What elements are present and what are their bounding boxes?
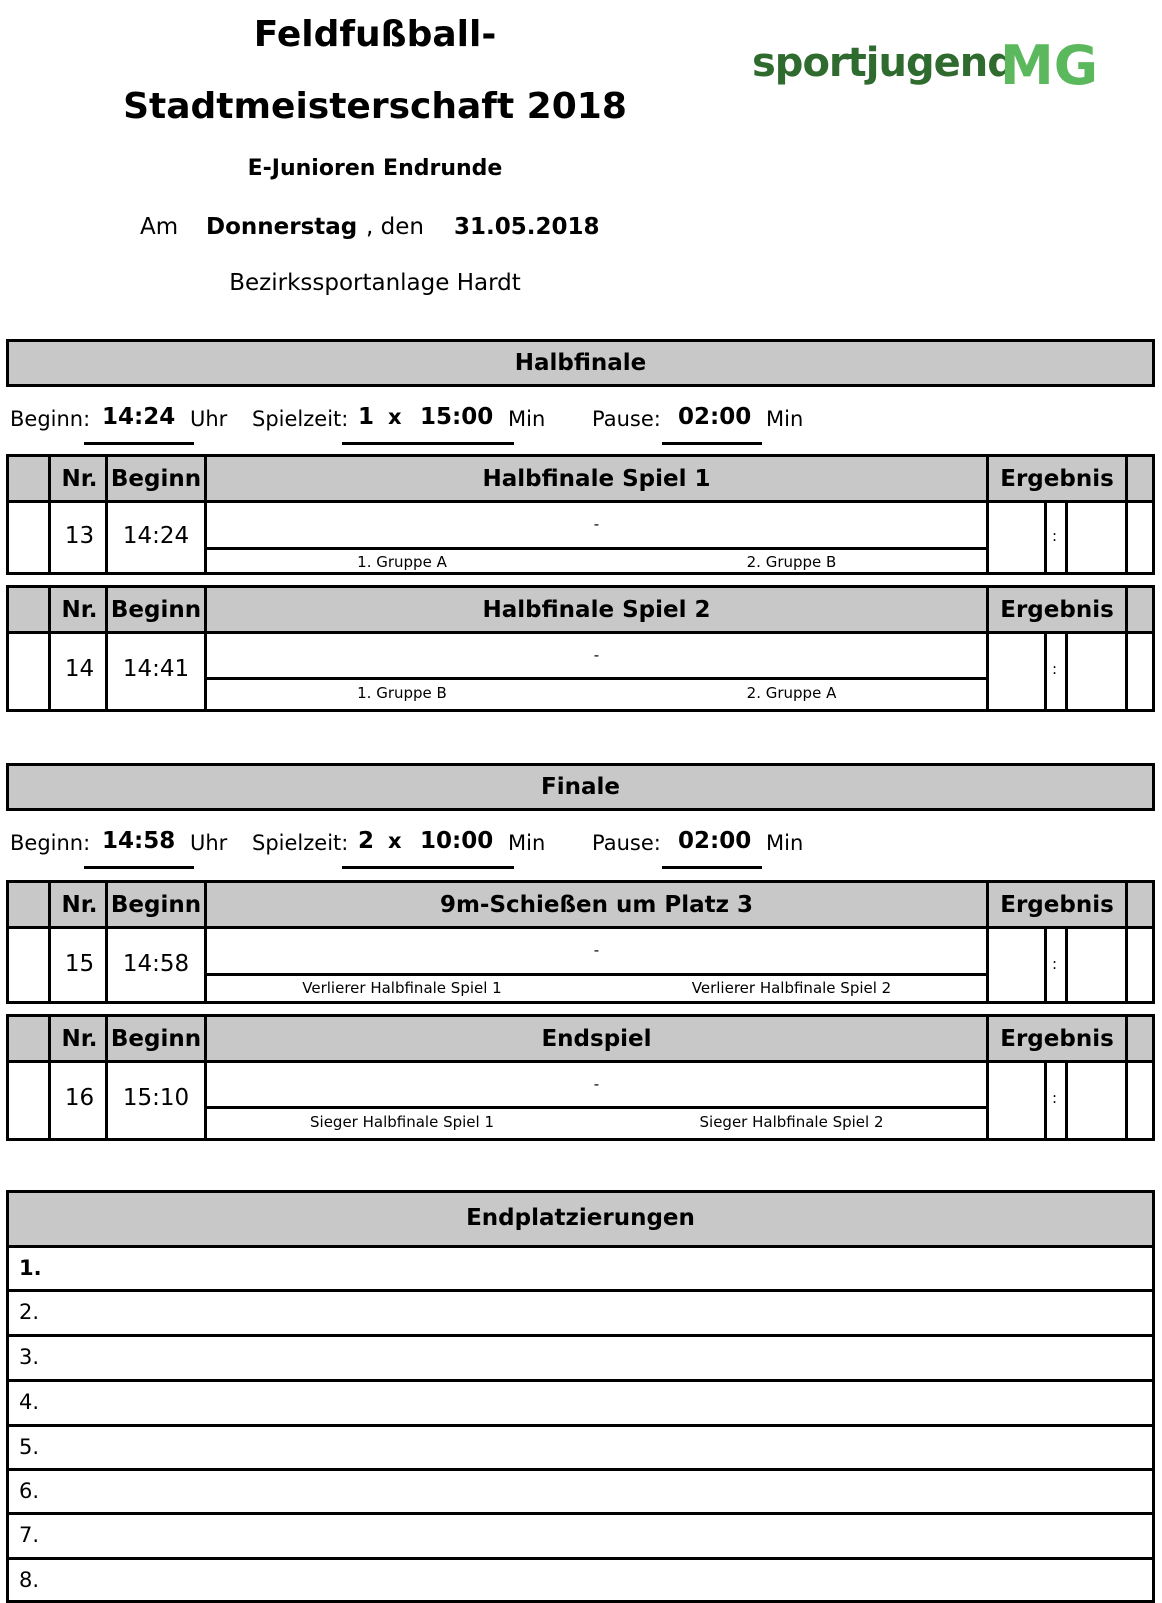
min-label: Min xyxy=(508,407,546,431)
finale-halves: 2 xyxy=(358,828,375,854)
section-halbfinale: Halbfinale xyxy=(6,339,1155,387)
uhr-label: Uhr xyxy=(190,831,228,855)
ranking-row: 8. xyxy=(9,1557,1152,1602)
beginn-header: Beginn xyxy=(110,892,202,918)
team-away: 2. Gruppe B xyxy=(746,553,837,571)
halbfinale-pause: 02:00 xyxy=(678,404,752,430)
match-header xyxy=(9,883,1152,929)
match-header xyxy=(9,588,1152,634)
match-time: 14:58 xyxy=(122,951,190,977)
score-colon: : xyxy=(1051,1089,1058,1107)
finale-info xyxy=(10,828,810,868)
match-title: 9m-Schießen um Platz 3 xyxy=(439,892,754,918)
vs-dash: - xyxy=(593,646,600,664)
spielzeit-label: Spielzeit: xyxy=(252,407,349,431)
ranking-row: 6. xyxy=(9,1468,1152,1513)
ranking-row: 1. xyxy=(9,1245,1152,1290)
team-home: Sieger Halbfinale Spiel 1 xyxy=(310,1113,494,1131)
ergebnis-header: Ergebnis xyxy=(1000,892,1114,918)
match-16 xyxy=(6,1014,1155,1141)
score-colon: : xyxy=(1051,955,1058,973)
ergebnis-header: Ergebnis xyxy=(1000,1026,1114,1052)
match-title: Endspiel xyxy=(541,1026,652,1052)
match-13 xyxy=(6,454,1155,575)
title-line-1: Feldfußball- xyxy=(253,14,497,55)
ergebnis-header: Ergebnis xyxy=(1000,597,1114,623)
ranking-row: 3. xyxy=(9,1334,1152,1379)
beginn-label: Beginn: xyxy=(10,831,91,855)
beginn-header: Beginn xyxy=(110,1026,202,1052)
ergebnis-header: Ergebnis xyxy=(1000,466,1114,492)
match-time: 14:41 xyxy=(122,656,190,682)
match-nr: 14 xyxy=(64,656,95,682)
ranking-row: 2. xyxy=(9,1289,1152,1334)
nr-header: Nr. xyxy=(61,892,98,918)
nr-header: Nr. xyxy=(61,597,98,623)
beginn-header: Beginn xyxy=(110,597,202,623)
match-15 xyxy=(6,880,1155,1004)
weekday: Donnerstag xyxy=(206,214,358,240)
match-14 xyxy=(6,585,1155,712)
match-time: 15:10 xyxy=(122,1085,190,1111)
subtitle: E-Junioren Endrunde xyxy=(247,156,503,181)
team-home: Verlierer Halbfinale Spiel 1 xyxy=(302,979,502,997)
times-sign: x xyxy=(388,829,402,853)
match-title: Halbfinale Spiel 1 xyxy=(482,466,711,492)
beginn-label: Beginn: xyxy=(10,407,91,431)
match-nr: 15 xyxy=(64,951,95,977)
team-away: 2. Gruppe A xyxy=(746,684,837,702)
score-colon: : xyxy=(1051,660,1058,678)
team-away: Verlierer Halbfinale Spiel 2 xyxy=(691,979,892,997)
vs-dash: - xyxy=(593,515,600,533)
event-date: 31.05.2018 xyxy=(454,214,600,240)
spielzeit-label: Spielzeit: xyxy=(252,831,349,855)
min-label: Min xyxy=(508,831,546,855)
finale-playtime: 10:00 xyxy=(420,828,494,854)
match-title: Halbfinale Spiel 2 xyxy=(482,597,711,623)
match-header xyxy=(9,457,1152,503)
nr-header: Nr. xyxy=(61,1026,98,1052)
section-finale: Finale xyxy=(6,763,1155,811)
match-nr: 16 xyxy=(64,1085,95,1111)
match-header xyxy=(9,1017,1152,1063)
halbfinale-info xyxy=(10,404,810,444)
date-separator: , den xyxy=(366,214,424,240)
logo-accent: MG xyxy=(1000,34,1099,97)
ranking-table xyxy=(6,1190,1155,1603)
min-label: Min xyxy=(766,407,804,431)
vs-dash: - xyxy=(593,941,600,959)
uhr-label: Uhr xyxy=(190,407,228,431)
sportjugend-logo xyxy=(752,34,1142,110)
team-away: Sieger Halbfinale Spiel 2 xyxy=(699,1113,884,1131)
finale-start: 14:58 xyxy=(102,828,176,854)
match-nr: 13 xyxy=(64,523,95,549)
halbfinale-playtime: 15:00 xyxy=(420,404,494,430)
match-time: 14:24 xyxy=(122,523,190,549)
ranking-row: 4. xyxy=(9,1379,1152,1424)
min-label: Min xyxy=(766,831,804,855)
halbfinale-halves: 1 xyxy=(358,404,375,430)
times-sign: x xyxy=(388,405,402,429)
finale-pause: 02:00 xyxy=(678,828,752,854)
score-colon: : xyxy=(1051,527,1058,545)
halbfinale-start: 14:24 xyxy=(102,404,176,430)
nr-header: Nr. xyxy=(61,466,98,492)
vs-dash: - xyxy=(593,1075,600,1093)
title-line-2: Stadtmeisterschaft 2018 xyxy=(123,86,627,127)
team-home: 1. Gruppe B xyxy=(357,684,447,702)
date-prefix: Am xyxy=(140,214,179,240)
logo-text: sportjugend xyxy=(752,40,1015,86)
ranking-row: 7. xyxy=(9,1512,1152,1557)
beginn-header: Beginn xyxy=(110,466,202,492)
ranking-title: Endplatzierungen xyxy=(9,1193,1152,1245)
team-home: 1. Gruppe A xyxy=(357,553,447,571)
ranking-row: 5. xyxy=(9,1424,1152,1469)
pause-label: Pause: xyxy=(592,831,661,855)
venue: Bezirkssportanlage Hardt xyxy=(229,270,521,296)
pause-label: Pause: xyxy=(592,407,661,431)
